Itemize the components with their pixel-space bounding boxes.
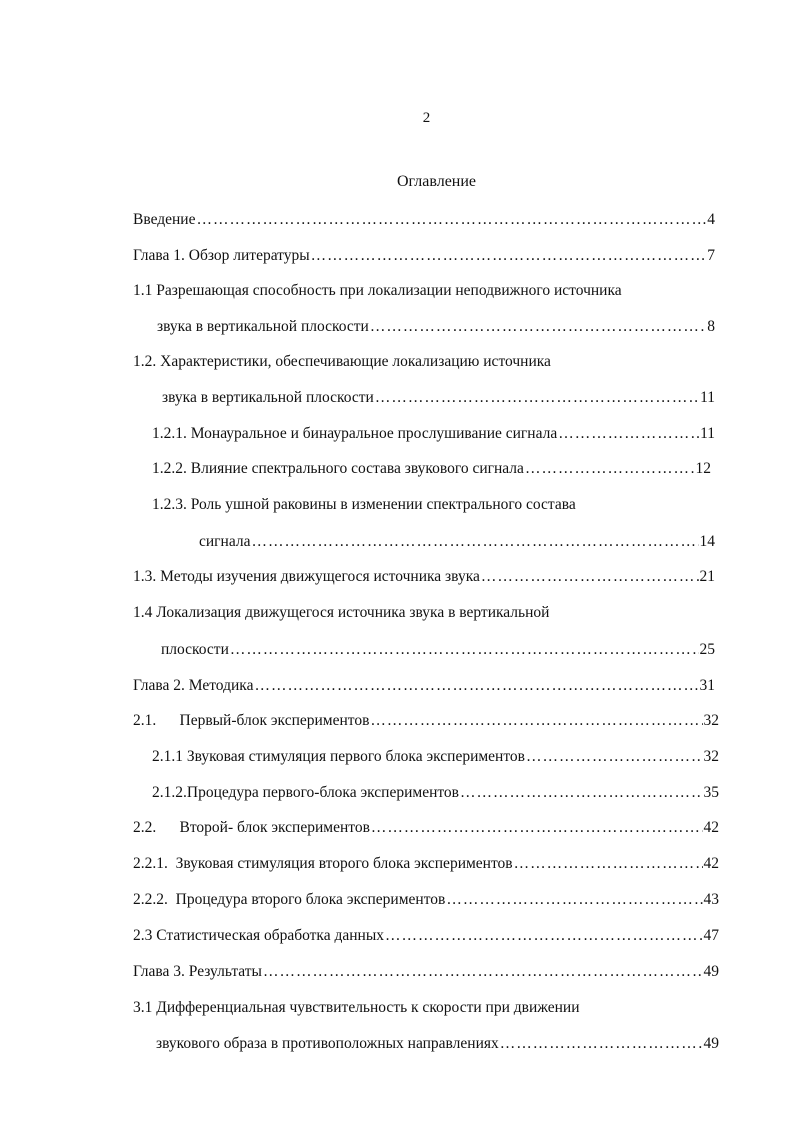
toc-leader-dots (500, 1034, 703, 1054)
toc-entry[interactable] (152, 424, 715, 444)
toc-leader-dots (446, 890, 702, 910)
toc-entry[interactable] (199, 532, 715, 552)
toc-entry-page: 14 (699, 533, 715, 550)
toc-entry[interactable] (133, 854, 719, 874)
toc-entry[interactable] (157, 317, 715, 337)
toc-leader-dots (311, 246, 707, 266)
page-title: Оглавление (396, 173, 477, 190)
toc-entry-text: звукового образа в противоположных направлениях (156, 1035, 499, 1052)
toc-entry-page: 32 (703, 712, 719, 729)
toc-entry-text: 2.2.1. Звуковая стимуляция второго блока экспериментов (133, 855, 513, 872)
toc-entry-text: 2.1. Первый-блок экспериментов (133, 712, 370, 729)
toc-leader-dots (263, 962, 703, 982)
toc-entry[interactable] (133, 711, 719, 731)
toc-entry-text: 1.2.2. Влияние спектрального состава звукового сигнала (152, 460, 524, 477)
toc-entry[interactable] (133, 818, 719, 838)
toc-entry-page: 35 (703, 784, 719, 801)
toc-entry-page: 49 (703, 1035, 719, 1052)
toc-entry-text: 1.3. Методы изучения движущегося источника звука (133, 568, 480, 585)
toc-entry-first-line: 1.1 Разрешающая способность при локализации неподвижного источника (133, 282, 622, 299)
toc-entry-text: Глава 3. Результаты (133, 963, 262, 980)
toc-entry-page: 12 (695, 460, 711, 477)
toc-entry-text: 2.3 Статистическая обработка данных (133, 927, 385, 944)
toc-leader-dots (371, 818, 703, 838)
toc-entry[interactable] (152, 783, 719, 803)
toc-entry-text: Глава 2. Методика (133, 677, 254, 694)
toc-entry[interactable] (133, 246, 715, 266)
toc-entry-page: 49 (703, 963, 719, 980)
toc-entry-page: 42 (703, 819, 719, 836)
toc-entry[interactable] (133, 210, 715, 230)
toc-entry[interactable] (133, 676, 715, 696)
toc-entry-page: 31 (699, 677, 715, 694)
toc-leader-dots (375, 388, 699, 408)
toc-leader-dots (370, 317, 706, 337)
toc-entry-text: Введение (133, 211, 196, 228)
toc-entry-page: 11 (700, 425, 715, 442)
toc-entry-text: 2.1.1 Звуковая стимуляция первого блока экспериментов (152, 748, 525, 765)
toc-entry-text: 2.2.2. Процедура второго блока экспериментов (133, 891, 446, 908)
toc-entry-text: звука в вертикальной плоскости (162, 389, 374, 406)
toc-entry[interactable] (133, 926, 719, 946)
toc-leader-dots (525, 459, 695, 479)
toc-entry-text: плоскости (161, 641, 229, 658)
toc-entry-first-line: 1.2. Характеристики, обеспечивающие локализацию источника (133, 353, 551, 370)
toc-entry-first-line: 3.1 Дифференциальная чувствительность к скорости при движении (133, 999, 580, 1016)
toc-entry[interactable] (162, 388, 715, 408)
toc-leader-dots (251, 532, 698, 552)
toc-entry-text: 1.2.1. Монауральное и бинауральное прослушивание сигнала (152, 425, 558, 442)
toc-entry[interactable] (156, 1034, 719, 1054)
toc-entry-text: 2.2. Второй- блок экспериментов (133, 819, 370, 836)
toc-entry-page: 8 (707, 318, 715, 335)
toc-entry-first-line: 1.4 Локализация движущегося источника звука в вертикальной (133, 604, 550, 621)
toc-entry[interactable] (133, 890, 719, 910)
toc-entry-page: 43 (703, 891, 719, 908)
toc-leader-dots (558, 424, 699, 444)
toc-entry[interactable] (133, 962, 719, 982)
toc-leader-dots (230, 640, 699, 660)
toc-leader-dots (196, 210, 706, 230)
toc-entry-page: 32 (703, 748, 719, 765)
toc-entry[interactable] (133, 567, 715, 587)
toc-entry-page: 11 (700, 389, 715, 406)
toc-entry[interactable] (152, 459, 711, 479)
toc-entry-text: звука в вертикальной плоскости (157, 318, 369, 335)
toc-leader-dots (460, 783, 702, 803)
toc-entry-text: сигнала (199, 533, 251, 550)
toc-entry-page: 4 (707, 211, 715, 228)
page-number: 2 (422, 110, 431, 126)
toc-leader-dots (514, 854, 703, 874)
toc-entry-page: 47 (703, 927, 719, 944)
toc-entry-page: 7 (707, 247, 715, 264)
toc-leader-dots (370, 711, 702, 731)
toc-entry-page: 21 (699, 568, 715, 585)
toc-leader-dots (385, 926, 702, 946)
toc-entry-text: 2.1.2.Процедура первого-блока экспериментов (152, 784, 460, 801)
toc-entry-page: 25 (699, 641, 715, 658)
toc-entry[interactable] (161, 640, 715, 660)
toc-entry-text: Глава 1. Обзор литературы (133, 247, 310, 264)
toc-entry-page: 42 (703, 855, 719, 872)
toc-entry[interactable] (152, 747, 719, 767)
toc-leader-dots (254, 676, 698, 696)
toc-leader-dots (526, 747, 703, 767)
toc-leader-dots (481, 567, 699, 587)
toc-entry-first-line: 1.2.3. Роль ушной раковины в изменении спектрального состава (152, 496, 576, 513)
